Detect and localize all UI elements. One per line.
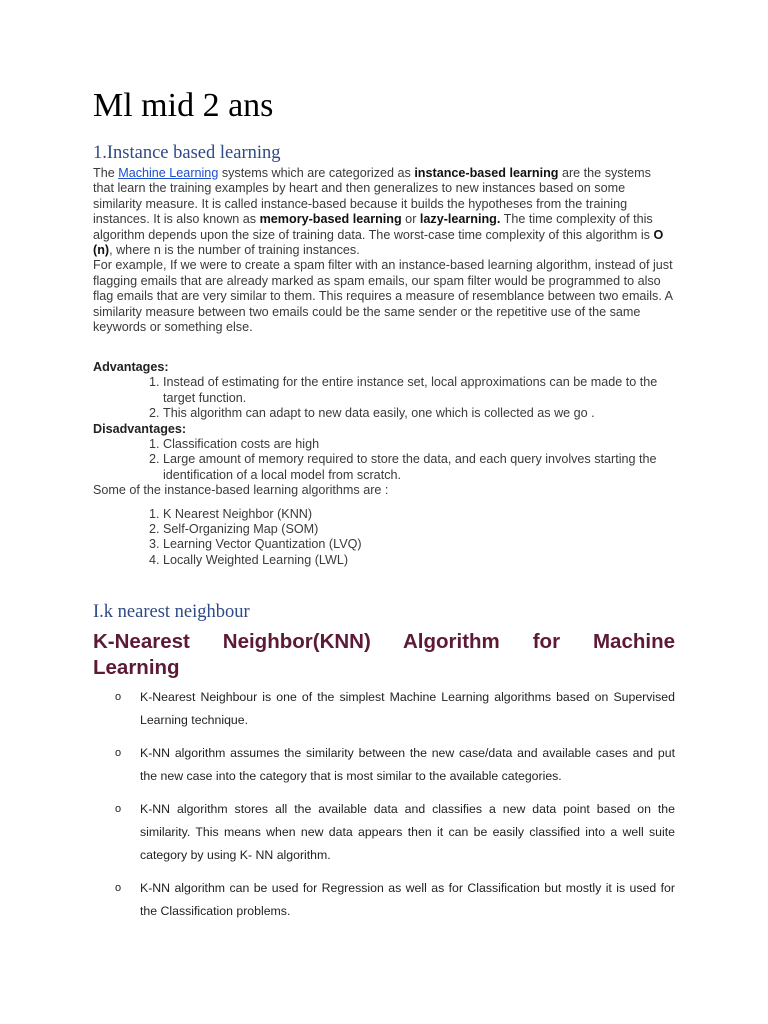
advantages-list <box>93 375 673 421</box>
intro-text: systems which are categorized as <box>218 166 415 180</box>
list-item: 2. Self-Organizing Map (SOM) <box>163 522 673 537</box>
list-item: 2. Large amount of memory required to store the data, and each query involves starting the identification of a local model from scratch. <box>163 452 673 483</box>
advantages-label: Advantages: <box>93 360 169 374</box>
point-text: K-NN algorithm can be used for Regression as well as for Classification but mostly it is used for the Classification problems. <box>140 881 675 918</box>
intro-text: The time complexity of this algorithm depends upon the size of training data. The worst-case time complexity of this algorithm is <box>93 212 654 242</box>
point-text: K-NN algorithm stores all the available data and classifies a new data point based on the similarity. This means when new data appears then it can be easily classified into a well suite category by using K- NN algorithm. <box>140 802 675 862</box>
knn-title-line: Learning <box>93 656 180 679</box>
term-complexity: O (n) <box>93 227 664 258</box>
bullet-icon: o <box>115 803 122 815</box>
knn-title-line: K-Nearest Neighbor(KNN) Algorithm for Machine <box>93 630 675 653</box>
list-item: 2. This algorithm can adapt to new data easily, one which is collected as we go . <box>163 406 673 421</box>
intro-text: or <box>401 212 420 227</box>
term-instance-based: instance-based learning <box>414 166 559 180</box>
disadvantages-label: Disadvantages: <box>93 421 187 436</box>
point-text: K-NN algorithm assumes the similarity between the new case/data and available cases and put the new case into the category that is most similar to the available categories. <box>140 746 675 783</box>
example-paragraph: For example, If we were to create a spam filter with an instance-based learning algorithm, instead of just flagging emails that are already marked as spam emails, our spam filter would be programmed to also flag emails that are very similar to them. This requires a measure of resemblance between two emails. A similarity measure between two emails could be the same sender or the repetitive use of the same keywords or something else. <box>93 258 673 335</box>
list-item <box>110 742 675 788</box>
intro-text: , where n is the number of training instances. <box>109 243 360 258</box>
list-item <box>110 877 675 923</box>
intro-paragraph <box>93 166 673 258</box>
document-title: Ml mid 2 ans <box>93 87 274 124</box>
algorithms-intro: Some of the instance-based learning algorithms are : <box>93 483 389 498</box>
list-item: 1. K Nearest Neighbor (KNN) <box>163 507 673 522</box>
section-heading-instance-based: 1.Instance based learning <box>93 143 281 163</box>
point-text: K-Nearest Neighbour is one of the simplest Machine Learning algorithms based on Supervised Learning technique. <box>140 690 675 727</box>
bullet-icon: o <box>115 882 122 894</box>
pros-cons-block <box>93 360 673 568</box>
intro-text: The <box>93 166 119 180</box>
bullet-icon: o <box>115 691 122 703</box>
term-memory-based: memory-based learning <box>259 212 402 227</box>
term-lazy-learning: lazy-learning. <box>419 212 501 227</box>
instance-based-intro <box>93 166 673 335</box>
bullet-icon: o <box>115 747 122 759</box>
list-item: 1. Classification costs are high <box>163 437 673 452</box>
intro-text: are the systems that learn the training examples by heart and then generalizes to new instances based on some similarity measure. It is called instance-based because it builds the hypotheses from the training instances. It is also known as <box>93 166 651 227</box>
list-item <box>110 686 675 732</box>
algorithms-list <box>93 507 673 569</box>
section-heading-knn: I.k nearest neighbour <box>93 602 250 622</box>
list-item <box>110 798 675 867</box>
list-item: 3. Learning Vector Quantization (LVQ) <box>163 537 673 552</box>
list-item: 1. Instead of estimating for the entire instance set, local approximations can be made to the target function. <box>163 375 673 406</box>
disadvantages-list <box>93 437 673 483</box>
machine-learning-link[interactable]: Machine Learning <box>118 166 219 180</box>
list-item: 4. Locally Weighted Learning (LWL) <box>163 553 673 568</box>
knn-article-title <box>93 629 675 681</box>
knn-points-list <box>110 686 675 933</box>
